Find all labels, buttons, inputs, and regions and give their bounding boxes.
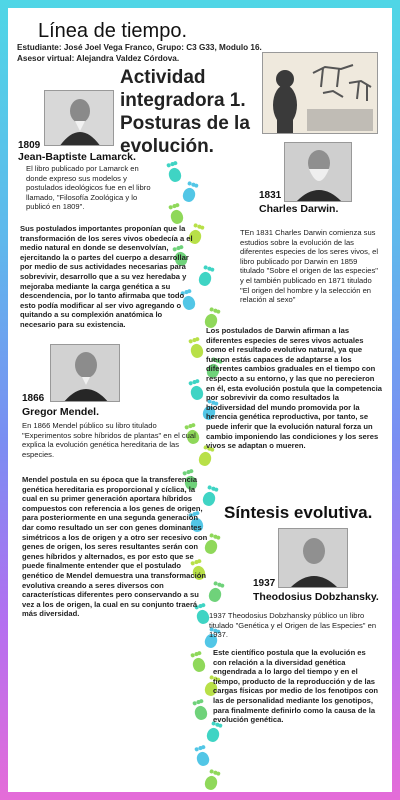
synthesis-heading: Síntesis evolutiva. xyxy=(224,503,373,522)
mendel-name: Gregor Mendel. xyxy=(22,406,100,418)
darwin-postulates: Los postulados de Darwin afirman a las diferentes especies de seres vivos actuales como el resultado evolutivo natural, ya que fueron estás capaces de adaptarse a los diferentes cambios graduales en el tiempo con respecto a su entorno, y las que no perecieron en él, esta evolución postula que la competencia por sobrevivir da como resultados la biodiversidad del mundo promovida por la herencia genética reproductiva, por tanto, se puede inferir que la evolución natural forza un cambio imponiendo las condiciones y los seres vivos se adaptan o mueren. xyxy=(206,326,382,451)
lamarck-portrait xyxy=(44,90,114,146)
evolution-illustration xyxy=(262,52,378,134)
darwin-portrait xyxy=(284,142,352,202)
darwin-book: TEn 1831 Charles Darwin comienza sus estudios sobre la evolución de las diferentes especies de los seres vivos, el libro publicado por Darwin en 1859 titulado "Sobre el origen de las especies" y el también publicado en 1871 titulado "El origen del hombre y la selección en relación al sexo" xyxy=(240,228,379,305)
author-info xyxy=(17,42,267,64)
dobzhansky-year: 1937 xyxy=(253,578,276,589)
darwin-year: 1831 xyxy=(259,190,282,201)
dobzhansky-book: 1937 Theodosius Dobzhansky público un libro titulado "Genética y el Origen de las Especies" en 1937. xyxy=(209,611,377,640)
lamarck-postulates: Sus postulados importantes proponían que la transformación de los seres vivos obedecía a el medio natural en donde se desenvolvían, ejercitando la o partes del cuerpo a desarrollar por medio de sus actividades necesarias para sobrevivir, desarrollo que a su vez heredaba y mejoraba mediante la carga genética a su descendencia, por lo tanto afirmaba que todo esto podía modificar al ser vivo agregando o quitando a su complexión anatómica lo necesario para su existencia. xyxy=(20,224,193,329)
lamarck-name: Jean-Baptiste Lamarck. xyxy=(18,151,136,163)
mendel-book: En 1866 Mendel público su libro titulado "Experimentos sobre híbridos de plantas" en el cual explica la evolución genética hereditaria de las especies. xyxy=(22,421,196,459)
lamarck-year: 1809 xyxy=(18,140,41,151)
dobzhansky-name: Theodosius Dobzhansky. xyxy=(253,591,379,603)
dobzhansky-portrait xyxy=(278,528,348,588)
activity-title: Actividad integradora 1. Posturas de la evolución. xyxy=(120,67,250,157)
mendel-postulates: Mendel postula en su época que la transferencia genética hereditaria es proporcional y cíclica, la cual en su primer generación aportara híbridos compuestos con referencia a los genes de origen, para posteriormente en una segunda generación dar como resultado un ser con genes dominantes simétricos a los de origen y a otro ser recesivo con genes de origen, los seres resultantes serán con genes híbridos y alternados, es por esto que se puede finalmente entender que el postulado genético de Mendel demuestra una transformación evolutiva creando a seres diversos con características diferentes pero conservando a su vez a los de origen, la cual en su conjunto traerá más diversidad. xyxy=(22,475,208,619)
dobzhansky-postulates: Este científico postula que la evolución es con relación a la diversidad genética engendrada a lo largo del tiempo y en el tiempo, producto de la reproducción y de las cargas físicas por medio de los fenotipos con las de personalidad mediante los genotipos, para finalmente definirlo como la causa de la evolución genética. xyxy=(213,648,378,725)
mendel-portrait xyxy=(50,344,120,402)
mendel-year: 1866 xyxy=(22,393,45,404)
student-line: Estudiante: José Joel Vega Franco, Grupo: C3 G33, Modulo 16. xyxy=(17,43,262,52)
page-title: Línea de tiempo. xyxy=(38,20,187,42)
lamarck-book: El libro publicado por Lamarck en donde expreso sus modelos y postulados ideológicos fue en el libro llamado, "Filosofía Zoológica y lo publicó en 1809". xyxy=(26,164,151,212)
darwin-name: Charles Darwin. xyxy=(259,203,339,215)
advisor-line: Asesor virtual: Alejandra Valdez Córdova. xyxy=(17,54,180,63)
